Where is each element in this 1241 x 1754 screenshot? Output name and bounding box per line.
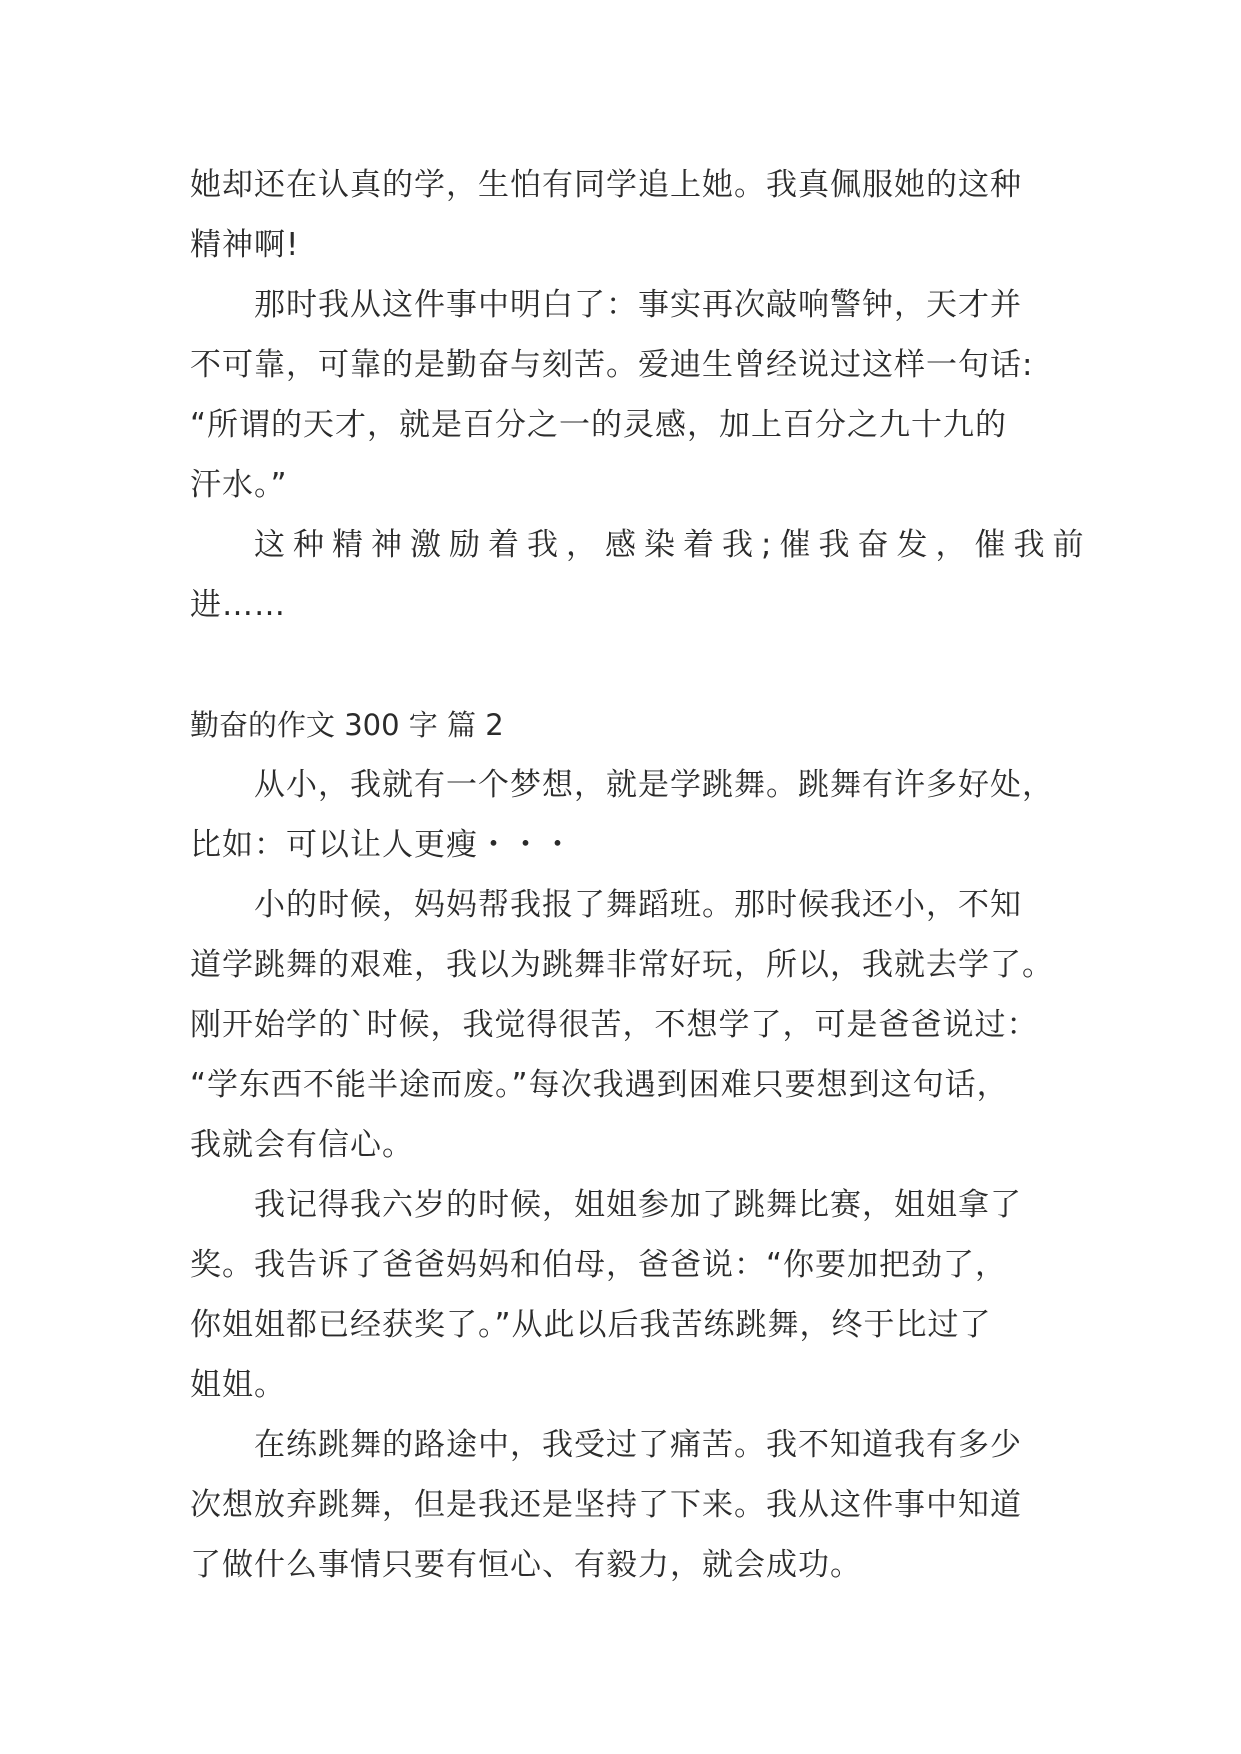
paragraph-6-line-2: 奖。我告诉了爸爸妈妈和伯母，爸爸说：“你要加把劲了， bbox=[190, 1247, 1008, 1283]
paragraph-4-line-2: 比如：可以让人更瘦・・・ bbox=[190, 827, 574, 863]
paragraph-5-line-3: 刚开始学的`时候，我觉得很苦，不想学了，可是爸爸说过： bbox=[190, 1007, 1039, 1043]
paragraph-5-line-4: “学东西不能半途而废。”每次我遇到困难只要想到这句话， bbox=[190, 1067, 1009, 1103]
paragraph-3-line-2: 进…… bbox=[190, 587, 286, 623]
paragraph-6-line-3: 你姐姐都已经获奖了。”从此以后我苦练跳舞，终于比过了 bbox=[190, 1307, 992, 1343]
paragraph-7-line-1: 在练跳舞的路途中，我受过了痛苦。我不知道我有多少 bbox=[254, 1427, 1022, 1463]
paragraph-2-line-4: 汗水。” bbox=[190, 467, 288, 503]
paragraph-6-line-1: 我记得我六岁的时候，姐姐参加了跳舞比赛，姐姐拿了 bbox=[254, 1187, 1022, 1223]
paragraph-3-line-1: 这种精神激励着我，感染着我;催我奋发，催我前 bbox=[254, 527, 1092, 563]
paragraph-2-line-1: 那时我从这件事中明白了：事实再次敲响警钟，天才并 bbox=[254, 287, 1022, 323]
paragraph-1-line-2: 精神啊! bbox=[190, 227, 300, 263]
paragraph-5-line-2: 道学跳舞的艰难，我以为跳舞非常好玩，所以，我就去学了。 bbox=[190, 947, 1054, 983]
paragraph-7-line-2: 次想放弃跳舞，但是我还是坚持了下来。我从这件事中知道 bbox=[190, 1487, 1022, 1523]
paragraph-5-line-5: 我就会有信心。 bbox=[190, 1127, 414, 1163]
paragraph-7-line-3: 了做什么事情只要有恒心、有毅力，就会成功。 bbox=[190, 1547, 862, 1583]
paragraph-2-line-2: 不可靠，可靠的是勤奋与刻苦。爱迪生曾经说过这样一句话: bbox=[190, 347, 1034, 383]
paragraph-5-line-1: 小的时候，妈妈帮我报了舞蹈班。那时候我还小，不知 bbox=[254, 887, 1022, 923]
paragraph-4-line-1: 从小，我就有一个梦想，就是学跳舞。跳舞有许多好处， bbox=[254, 767, 1054, 803]
paragraph-6-line-4: 姐姐。 bbox=[190, 1367, 286, 1403]
section-heading: 勤奋的作文 300 字 篇 2 bbox=[190, 708, 504, 742]
paragraph-1-line-1: 她却还在认真的学，生怕有同学追上她。我真佩服她的这种 bbox=[190, 167, 1022, 203]
paragraph-2-line-3: “所谓的天才，就是百分之一的灵感，加上百分之九十九的 bbox=[190, 407, 1008, 443]
